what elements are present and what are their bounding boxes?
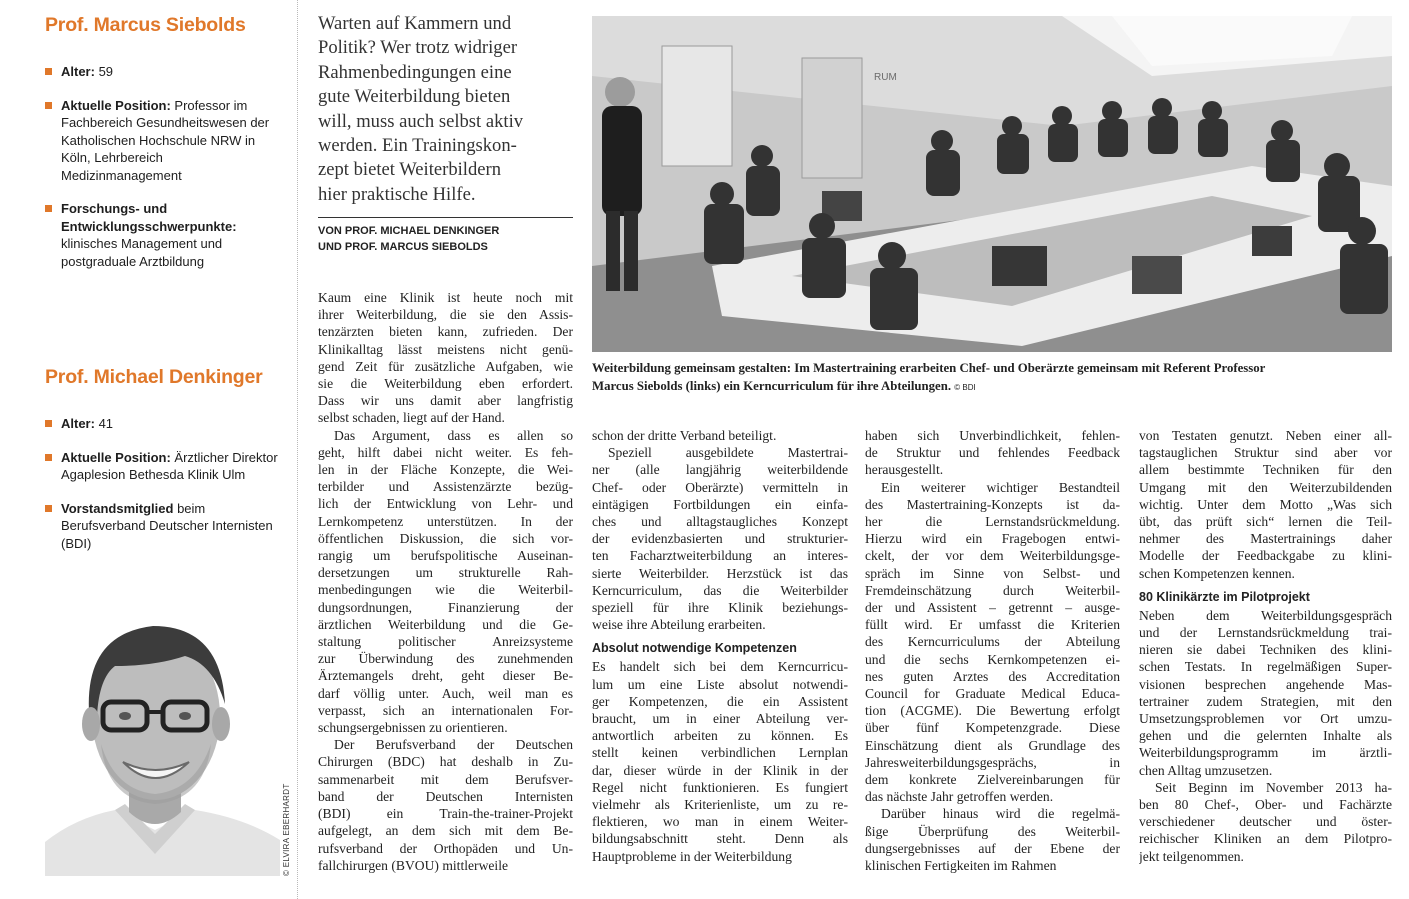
text-line: stellt keinen verbindlichen Lernplan [592,745,848,761]
article-column-3 [865,427,1120,874]
fact-text: beim Berufsverband Deutscher Internisten (BDI) [61,500,273,551]
paragraph [318,736,573,874]
text-line: bildungsabschnitt steht. Denn als [592,831,848,847]
text-line: des Mastertraining-Konzepts ist da- [865,496,1120,512]
text-line: herausgestellt. [865,462,944,478]
text-line: haben sich Unverbindlichkeit, fehlen- [865,428,1120,443]
text-line: len in der Fläche Konzepte, die Wei- [318,462,573,478]
text-line: Seit Beginn im November 2013 ha- [1155,779,1392,795]
lead-line: Rahmenbedingungen eine [318,61,512,83]
text-line: und der Lernstandsrückmeldung trai- [1139,625,1392,641]
text-line: dar, dieser würde in der Klinik in der [592,762,848,778]
text-line: Ärztemangels dreht, geht dieser Be- [318,668,573,684]
fact-text: Professor im Fachbereich Gesundheitswesen der Katholischen Hochschule NRW in Köln, Lehrbereich Medizinmanagement [61,97,270,183]
byline-line: UND PROF. MARCUS SIEBOLDS [318,241,488,253]
bullet-square-icon [45,420,52,427]
text-line: ihrer Weiterbildung, die sie den Assis- [318,307,573,323]
article-column-2 [592,427,848,865]
text-line: Regel nicht funktionieren. Es fungiert [592,779,848,795]
text-line: ben 80 Chef-, Ober- und Fachärzte [1139,797,1392,813]
profile-fact [45,63,283,81]
text-line: her die Lernstandsrückmeldung. [865,514,1120,530]
byline-line: VON PROF. MICHAEL DENKINGER [318,225,500,237]
text-line: nieren sie dabei Techniken des klini- [1139,642,1392,658]
text-line: schen Testats. In regelmäßigen Super- [1139,659,1392,675]
text-line: reichischer Kliniken an dem Pilotpro- [1139,831,1392,847]
text-line: terbilder und Assistenzärzte bezüg- [318,479,573,495]
text-line: Weiterbildungsprogramm im ärztli- [1139,745,1392,761]
lead-line: gute Weiterbildung bieten [318,86,511,108]
text-line: allem bestimmte Techniken für den [1139,462,1392,478]
text-line: der und Assistent – getrennt – ausge- [865,600,1120,616]
text-line: über fünf Kompetenzgrade. Diese [865,720,1120,736]
column-divider [297,0,298,899]
text-line: tagstauglichen Struktur sind aber vor [1139,445,1392,461]
article-column-1 [318,289,573,874]
profile-fact [45,97,283,185]
text-line: Ein weiterer wichtiger Bestandteil [881,479,1120,495]
text-line: ßige Überprüfung des Weiterbil- [865,823,1120,839]
fact-text: 59 [94,64,114,79]
text-line: flektieren, wo man in einem Weiter- [592,814,848,830]
lead-line: zept bietet Weiterbildern [318,159,501,181]
text-line: füllt wird. Er umfasst die Kriterien [865,617,1120,633]
byline [318,223,499,255]
fact-label: Aktuelle Position: [61,449,171,465]
wall-sign: RUM [874,72,897,83]
text-line: dem konkrete Zielvereinbarungen für [865,772,1120,788]
portrait-credit: © ELVIRA EBERHARDT [282,783,291,876]
text-line: band der Deutschen Internisten [318,788,573,804]
portrait-photo [45,604,280,876]
lead-line: werden. Ein Trainingskon- [318,135,517,157]
lead-line: Politik? Wer trotz widriger [318,37,518,59]
text-line: Speziell ausgebildete Mastertrai- [608,445,848,461]
text-line: darf völlig unter. Auch, weil man es [318,685,573,701]
text-line: gend Zeit für zusätzliche Aufgaben, wie [318,358,573,374]
paragraph [592,658,848,864]
text-line: Chef- oder Oberärzte) vermitteln in [592,479,848,495]
text-line: Council for Graduate Medical Educa- [865,686,1120,702]
text-line: lich der Entwicklung von Lehr- und [318,496,573,512]
text-line: Umgang mit den Weiterzubildenden [1139,479,1392,495]
text-line: schungsergebnissen zu orientieren. [318,720,508,736]
seminar-photo [592,16,1392,352]
text-line: Jahresweiterbildungsgesprächs, in [865,754,1120,770]
text-line: Darüber hinaus wird die regelmä- [881,806,1120,822]
text-line: Fremdeinschätzung durch Weiterbil- [865,582,1120,598]
paragraph [865,805,1120,874]
bullet-square-icon [45,505,52,512]
text-line: Chirurgen (BDC) hat deshalb in Zu- [318,754,573,770]
text-line: von Testaten genutzt. Neben einer all- [1139,428,1392,443]
text-line: dungsergebnisses auf der Ebene der [865,840,1120,856]
text-line: ärztlichen Weiterbildung und die Ge- [318,616,573,632]
fact-text: klinisches Management und postgraduale Arztbildung [61,236,223,269]
text-line: speziell für ihre Klinik beziehungs- [592,600,848,616]
paragraph [592,427,848,444]
article-lead [318,12,576,207]
fact-text: 41 [94,416,114,431]
text-line: schon der dritte Verband beteiligt. [592,428,777,443]
subheading: 80 Klinikärzte im Pilotprojekt [1139,589,1310,604]
text-line: fallchirurgen (BVOU) mittlerweile [318,857,509,873]
fact-label: Vorstandsmitglied [61,500,174,516]
text-line: Das Argument, dass es allen so [334,427,573,443]
text-line: Der Berufsverband der Deutschen [334,737,573,753]
text-line: (BDI) ein Train-the-trainer-Projekt [318,806,573,822]
lead-line: Warten auf Kammern und [318,13,512,34]
lead-line: hier praktische Hilfe. [318,183,476,205]
text-line: des Kerncurriculums der Abteilung [865,634,1120,650]
profile-name: Prof. Marcus Siebolds [45,14,246,36]
text-line: gehen und die gelernten Inhalte als [1139,728,1392,744]
lead-divider [318,217,573,218]
text-line: ckelt, der vor dem Weiterbildungsge- [865,548,1120,564]
text-line: schen Kompetenzen kennen. [1139,565,1295,581]
text-line: Einschätzung dient als Grundlage des [865,737,1120,753]
text-line: ger Kompetenzen, die ein Assistent [592,693,848,709]
paragraph [1139,779,1392,865]
text-line: Kaum eine Klinik ist heute noch mit [318,290,573,305]
text-line: Hauptprobleme in der Weiterbildung [592,848,792,864]
profile-name: Prof. Michael Denkinger [45,366,263,388]
profile-denkinger [45,366,283,568]
profile-fact [45,449,283,484]
caption-line: Weiterbildung gemeinsam gestalten: Im Mastertraining erarbeiten Chef- und Oberärzte gemeinsam mit Referent Professor [592,361,1266,375]
text-line: selbst schaden, liegt auf der Hand. [318,410,505,426]
paragraph [592,444,848,633]
profile-fact [45,500,283,553]
text-line: Klinikalltag lässt meistens nicht genü- [318,341,573,357]
text-line: weise ihre Abteilung erarbeiten. [592,617,766,633]
paragraph [865,427,1120,479]
article-column-4 [1139,427,1392,865]
text-line: sierte Weiterbilder. Herzstück ist das [592,565,848,581]
text-line: zur Überwindung des zunehmenden [318,651,573,667]
bullet-square-icon [45,102,52,109]
text-line: Kerncurriculum, das die Weiterbilder [592,582,848,598]
text-line: lum um eine Liste absolut notwendi- [592,676,848,692]
text-line: wichtig. Unter dem Motto „Was sich [1139,496,1392,512]
text-line: menbedingungen wie die Weiterbil- [318,582,573,598]
subheading: Absolut notwendige Kompetenzen [592,641,797,656]
caption-text: Marcus Siebolds (links) ein Kerncurriculum für ihre Abteilungen. [592,378,952,393]
paragraph [865,479,1120,806]
text-line: dersetzungen um strukturelle Rah- [318,565,573,581]
text-line: tion (ACGME). Die Bewertung erfolgt [865,703,1120,719]
text-line: und die sechs Kernkompetenzen ei- [865,651,1120,667]
text-line: antwortlich arbeiten zu können. Es [592,728,848,744]
paragraph [318,427,573,737]
text-line: verpasst, sich an internationalen For- [318,702,573,718]
text-line: visionen besprechen angehende Mas- [1139,676,1392,692]
fact-label: Alter: [61,64,95,79]
bullet-square-icon [45,68,52,75]
profile-facts [45,63,283,270]
text-line: eintägigen Fortbildungen ein einfa- [592,496,848,512]
paragraph [1139,607,1392,779]
text-line: Dass wir uns damit aber langfristig [318,393,573,409]
text-line: jekt teilgenommen. [1139,848,1244,864]
text-line: aufgelegt, an dem sich mit dem Be- [318,823,573,839]
profile-siebolds [45,14,283,286]
text-line: das nächste Jahr getroffen werden. [865,789,1054,805]
photo-credit: © BDI [954,382,976,392]
text-line: spräch im Sinne von Selbst- und [865,565,1120,581]
bullet-square-icon [45,205,52,212]
fact-label: Forschungs- und Entwicklungsschwerpunkte: [61,201,237,234]
text-line: nes guten Arztes des Accreditation [865,668,1120,684]
text-line: Modelle der Feedbackgabe zu klini- [1139,548,1392,564]
text-line: nehmer des Mastertrainings daher [1139,531,1392,547]
text-line: braucht, um in einer Abteilung ver- [592,711,848,727]
text-line: klinischen Fertigkeiten im Rahmen [865,858,1057,874]
text-line: ches und alltagstaugliches Konzept [592,514,848,530]
text-line: rangig um berufspolitische Auseinan- [318,548,573,564]
text-line: de Struktur und fehlendes Feedback [865,445,1120,461]
text-line: dungsordnungen, Finanzierung der [318,599,573,615]
text-line: rufsverband der Orthopäden und Un- [318,840,573,856]
paragraph [318,289,573,427]
text-line: Es handelt sich bei dem Kerncurricu- [592,659,848,675]
text-line: Hierzu wird ein Fragebogen entwi- [865,531,1120,547]
lead-line: will, muss auch selbst aktiv [318,110,524,132]
text-line: ner (alle langjährig weiterbildende [592,462,848,478]
text-line: chen Alltag umzusetzen. [1139,762,1273,778]
bullet-square-icon [45,454,52,461]
profile-facts [45,415,283,552]
paragraph [1139,427,1392,582]
text-line: tertrainer zudem Strategien, mit den [1139,693,1392,709]
text-line: Neben dem Weiterbildungsgespräch [1139,607,1392,623]
fact-label: Aktuelle Position: [61,97,171,113]
profile-fact [45,415,283,433]
text-line: vielmehr als Kriterienliste, um zu re- [592,797,848,813]
text-line: ten Facharztweiterbildung an interes- [592,548,848,564]
text-line: Umsetzungsproblemen vor Ort umzu- [1139,711,1392,727]
text-line: staltung politischer Anreizsysteme [318,634,573,650]
text-line: geht, hilft dabei nicht weiter. Es feh- [318,444,573,460]
fact-label: Alter: [61,416,95,431]
text-line: der evidenzbasierten und strukturier- [592,531,848,547]
text-line: Lernkompetenz unterstützen. In der [318,513,573,529]
text-line: tenzärzten bieten kann, zufrieden. Der [318,324,573,340]
photo-caption [592,360,1392,396]
text-line: übt, das prüft sich“ lernen die Teil- [1139,514,1392,530]
caption-line [592,378,1392,397]
profile-fact [45,200,283,270]
fact-text: Ärztlicher Direktor Agaplesion Bethesda Klinik Ulm [61,449,278,482]
text-line: öffentlichen Diskussion, die sich vor- [318,530,573,546]
text-line: sie die Weiterbildung eben erfordert. [318,376,573,392]
text-line: sammenarbeit mit dem Berufsver- [318,771,573,787]
text-line: verschiedener deutscher und öster- [1139,814,1392,830]
